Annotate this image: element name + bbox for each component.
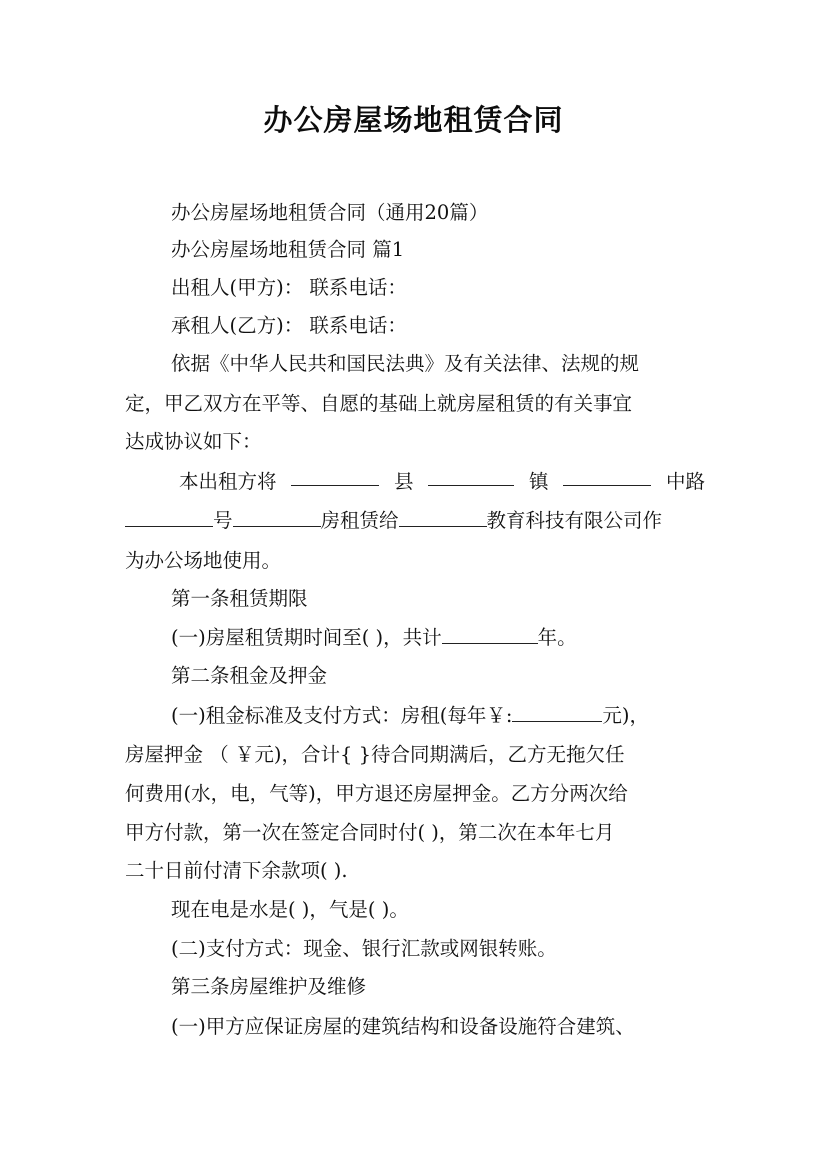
rent-line — [171, 697, 649, 735]
lease-term-line — [171, 619, 577, 657]
blank-field — [233, 504, 321, 527]
paragraph-line: 现在电是水是( )，气是( )。 — [171, 898, 409, 921]
paragraph-line: 定，甲乙双方在平等、自愿的基础上就房屋租赁的有关事宜 — [125, 392, 633, 415]
paragraph-line: 何费用(水，电，气等)，甲方退还房屋押金。乙方分两次给 — [125, 782, 628, 805]
paragraph-line: 甲方付款，第一次在签定合同时付( )，第二次在本年七月 — [125, 821, 615, 844]
lessor-line: 出租人(甲方)： 联系电话： — [171, 276, 407, 299]
subtitle-line: 办公房屋场地租赁合同（通用20篇） — [171, 201, 489, 224]
paragraph-line: (一)甲方应保证房屋的建筑结构和设备设施符合建筑、 — [171, 1015, 635, 1038]
paragraph-line: (二)支付方式：现金、银行汇款或网银转账。 — [171, 937, 557, 960]
lessee-line: 承租人(乙方)： 联系电话： — [171, 314, 407, 337]
chapter-heading: 办公房屋场地租赁合同 篇1 — [171, 238, 405, 261]
blank-field — [428, 463, 514, 486]
blank-field — [125, 504, 213, 527]
address-text: 中路 — [665, 470, 705, 493]
blank-field — [512, 699, 602, 722]
address-text: 房租赁给 — [320, 509, 399, 532]
blank-field — [291, 463, 379, 486]
property-address-line — [125, 463, 705, 501]
clause-text: 年。 — [537, 626, 577, 649]
address-text: 号 — [213, 509, 233, 532]
article-heading: 第三条房屋维护及维修 — [171, 975, 367, 998]
clause-text: (一)房屋租赁期时间至( )，共计 — [171, 626, 442, 649]
property-address-line — [125, 502, 662, 540]
clause-text: (一)租金标准及支付方式：房租(每年￥: — [171, 704, 513, 727]
paragraph-line: 达成协议如下： — [125, 430, 262, 453]
paragraph-line: 依据《中华人民共和国民法典》及有关法律、法规的规 — [171, 352, 640, 375]
paragraph-line: 为办公场地使用。 — [125, 549, 282, 572]
paragraph-line: 二十日前付清下余款项( ). — [125, 859, 348, 882]
blank-field — [563, 463, 651, 486]
address-text: 县 — [393, 470, 414, 493]
address-text: 本出租方将 — [179, 470, 277, 493]
blank-field — [399, 504, 487, 527]
blank-field — [442, 621, 538, 644]
clause-text: 元)， — [602, 704, 650, 727]
address-text: 镇 — [528, 470, 549, 493]
address-text: 教育科技有限公司作 — [486, 509, 663, 532]
paragraph-line: 房屋押金 （ ￥元)，合计{ }待合同期满后，乙方无拖欠任 — [125, 743, 625, 766]
article-heading: 第一条租赁期限 — [171, 587, 308, 610]
article-heading: 第二条租金及押金 — [171, 664, 328, 687]
document-title: 办公房屋场地租赁合同 — [263, 103, 564, 137]
